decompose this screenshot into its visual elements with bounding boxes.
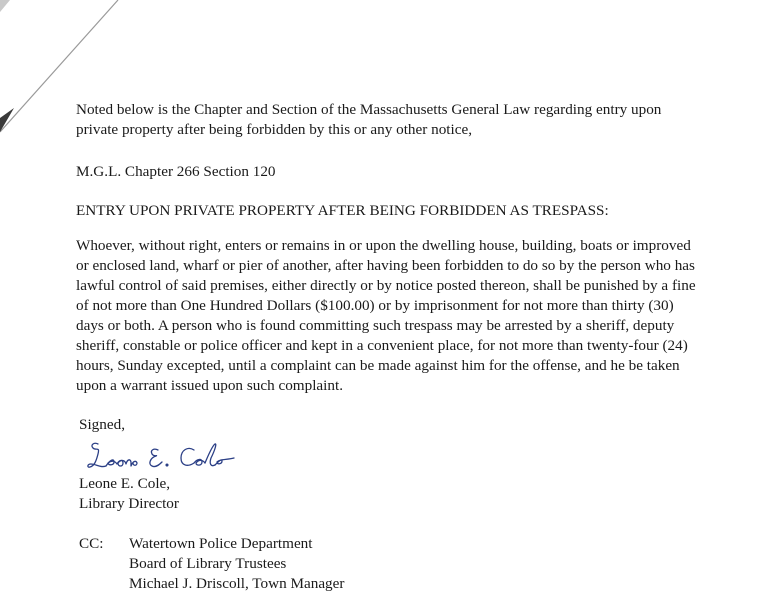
statute-line: upon a warrant issued upon such complaint.: [76, 377, 343, 394]
statute-line: or enclosed land, wharf or pier of another, after having been forbidden to do so by the person who has: [76, 257, 695, 274]
statute-heading: ENTRY UPON PRIVATE PROPERTY AFTER BEING FORBIDDEN AS TRESPASS:: [76, 202, 609, 219]
signer-title: Library Director: [79, 495, 179, 512]
intro-line: private property after being forbidden by this or any other notice,: [76, 121, 473, 138]
signer-name: Leone E. Cole,: [79, 475, 171, 492]
statute-line: days or both. A person who is found committing such trespass may be arrested by a sheriff, deputy: [76, 317, 675, 334]
statute-line: lawful control of said premises, either directly or by notice posted thereon, shall be punished by a fine: [76, 277, 696, 294]
signed-label: Signed,: [79, 416, 125, 433]
cc-recipient: Michael J. Driscoll, Town Manager: [129, 575, 345, 592]
intro-paragraph: [76, 100, 661, 140]
cc-recipient-list: [129, 534, 344, 594]
intro-line: Noted below is the Chapter and Section of the Massachusetts General Law regarding entry upon: [76, 101, 662, 118]
cc-recipient: Board of Library Trustees: [129, 555, 287, 572]
statute-line: hours, Sunday excepted, until a complaint can be made against him for the offense, and he be taken: [76, 357, 680, 374]
statute-paragraph: [76, 236, 696, 396]
statute-line: sheriff, constable or police officer and kept in a convenient place, for not more than twenty-four (24): [76, 337, 688, 354]
statute-line: of not more than One Hundred Dollars ($100.00) or by imprisonment for not more than thirty (30): [76, 297, 674, 314]
cc-recipient: Watertown Police Department: [129, 535, 313, 552]
cc-label: CC:: [79, 535, 104, 552]
chapter-reference: M.G.L. Chapter 266 Section 120: [76, 163, 276, 180]
handwritten-signature: [84, 436, 254, 476]
statute-line: Whoever, without right, enters or remains in or upon the dwelling house, building, boats or improved: [76, 237, 691, 254]
